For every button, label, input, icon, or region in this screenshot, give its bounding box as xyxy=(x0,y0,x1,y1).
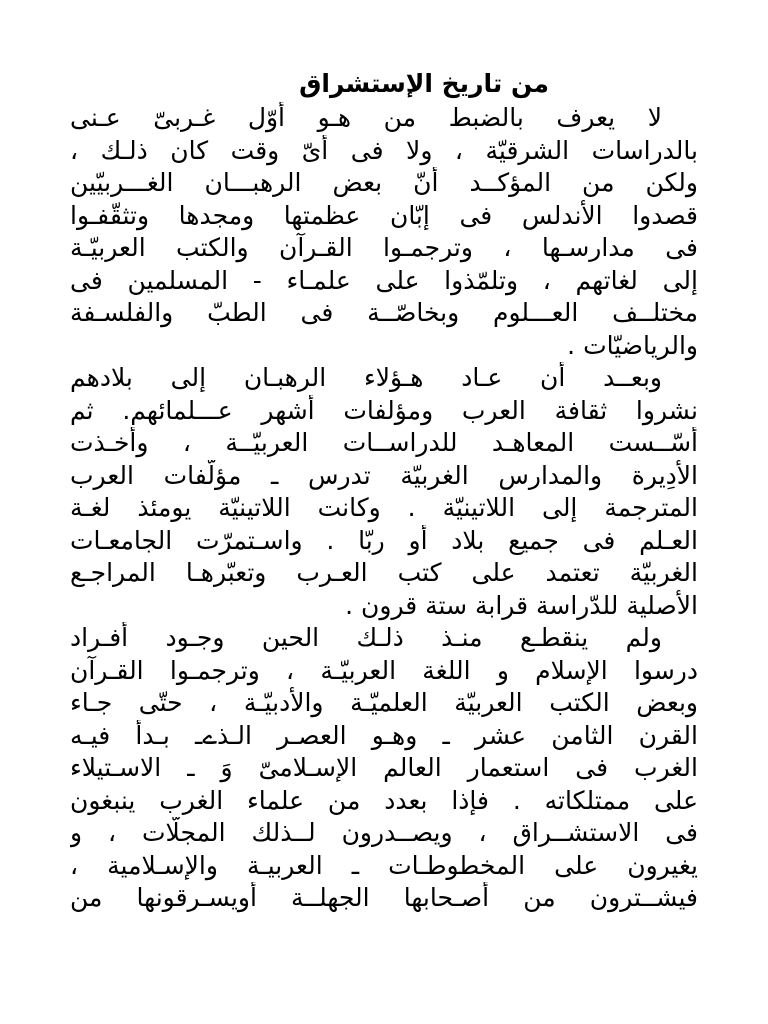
text-line: بالدراسات الشرقيّة ، ولا فى أىّ وقت كان ذلـك ، xyxy=(70,135,698,165)
text-line: وبعض الكتب العربيّة العلميّـة والأدبيّـة ، حتّى جـاء xyxy=(70,688,698,717)
text-line: الأدِيرة والمدارس الغربيّة تدرس ـ مؤلّفات العرب xyxy=(70,460,698,490)
text-line: على ممتلكاته . فإذا بعدد من علماء الغرب ينبغون xyxy=(70,785,698,815)
text-line: إلى لغاتهم ، وتلمّذوا على علمـاء - المسلمين فى xyxy=(70,265,698,295)
text-line: لا يعرف بالضبط من هـو أوّل غـربىّ عـنى xyxy=(70,103,662,132)
text-line: والرياضيّات . xyxy=(567,330,698,360)
text-line: العـلم فى جميع بلاد أو ربّا . واسـتمرّت الجامعـات xyxy=(70,525,698,555)
text-line: الغرب فى استعمار العالم الإسـلامىّ وَ ـ الاسـتيلاء xyxy=(70,753,698,782)
text-line: ولم ينقطـع منـذ ذلـك الحين وجـود أفـراد xyxy=(70,623,662,652)
text-line: فى الاستشــراق ، ويصــدرون لــذلك المجلّات ، و xyxy=(70,818,698,847)
text-line: مختلــف العـــلوم وبخاصّــة فى الطبّ والفلسـفة xyxy=(70,298,698,327)
text-line: فيشــترون من أصـحابها الجهلــة أويسـرقونها من xyxy=(70,883,698,912)
text-line: قصدوا الأندلس فى إبّان عظمتها ومجدها وتثقّفـوا xyxy=(70,200,698,230)
text-line: أسّــست المعاهـد للدراســات العربيّــة ، وأخـذت xyxy=(70,428,698,457)
text-line: ولكن من المؤكــد أنّ بعض الرهبـــان الغـــربيّين xyxy=(70,168,698,197)
text-line: المترجمة إلى اللاتينيّة . وكانت اللاتينيّة يومئذ لغـة xyxy=(70,493,698,522)
text-line: يغيرون على المخطوطـات ـ العربيـة والإسـلامية ، xyxy=(70,850,698,880)
document-body xyxy=(70,102,698,915)
text-line: الغربيّة تعتمد على كتب العـرب وتعبّرهـا المراجـع xyxy=(70,558,698,587)
text-line: درسوا الإسلام و اللغة العربيّـة ، وترجمـوا القـرآن xyxy=(70,655,698,685)
text-line: وبعــد أن عـاد هـؤلاء الرهبـان إلى بلادهم xyxy=(70,363,662,392)
text-line: القرن الثامن عشر ـ وهـو العصـر الـذےـ بـدأ فيـه xyxy=(70,720,698,750)
document-title: من تاريخ الإستشراق xyxy=(299,69,549,98)
document-page xyxy=(70,66,698,915)
text-line: نشروا ثقافة العرب ومؤلفات أشهر عـــلمائهم. ثم xyxy=(70,395,698,425)
text-line: الأصلية للدّراسة قرابة ستة قرون . xyxy=(345,590,698,620)
text-line: فى مدارسـها ، وترجمـوا القـرآن والكتب العربيّـة xyxy=(70,233,698,262)
